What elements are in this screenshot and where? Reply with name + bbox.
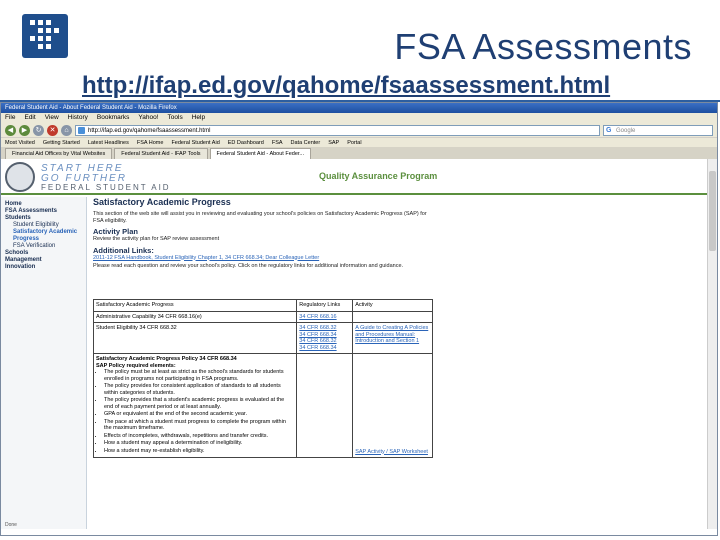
policy-list xyxy=(96,369,294,454)
list-item: • The pace at which a student must progress to complete the program within the maximum timeframe. xyxy=(104,419,294,432)
stop-icon[interactable]: ✕ xyxy=(47,125,58,136)
tab-ifap-tools[interactable]: Federal Student Aid - IFAP Tools xyxy=(114,148,207,159)
tab-strip xyxy=(1,147,717,159)
bookmark-sap[interactable]: SAP xyxy=(328,140,340,146)
window-title: Federal Student Aid - About Federal Student Aid - Mozilla Firefox xyxy=(1,103,717,113)
links-heading: Additional Links: xyxy=(93,245,154,255)
forward-arrow-icon[interactable]: ▶ xyxy=(19,125,30,136)
row-topic: Student Eligibility 34 CFR 668.32 xyxy=(94,323,297,354)
bookmark-ed-dashboard[interactable]: ED Dashboard xyxy=(227,140,264,146)
brand-line-1: START HERE xyxy=(41,163,124,174)
regulatory-links-cell xyxy=(297,323,353,354)
sidebar-item-management[interactable]: Management xyxy=(5,257,42,263)
program-title: Quality Assurance Program xyxy=(319,171,438,181)
list-item: • How a student may appeal a determination of ineligibility. xyxy=(104,440,294,447)
regulatory-link[interactable]: 34 CFR 668.34 xyxy=(299,344,337,351)
status-bar-text: Done xyxy=(5,522,17,528)
list-item: • The policy must be at least as strict as the school's standards for students enrolled in programs not participating in FSA programs. xyxy=(104,369,294,382)
reload-icon[interactable]: ↻ xyxy=(33,125,44,136)
row-activity xyxy=(353,311,433,323)
header-activity: Activity xyxy=(353,300,433,312)
menu-bar xyxy=(1,113,717,123)
search-placeholder: Google xyxy=(616,127,636,134)
browser-window xyxy=(0,102,718,536)
bookmark-data-center[interactable]: Data Center xyxy=(290,140,321,146)
bookmark-most-visited[interactable]: Most Visited xyxy=(5,140,35,146)
page-heading: Satisfactory Academic Progress xyxy=(93,197,231,207)
slide-title: FSA Assessments xyxy=(394,26,692,67)
web-page xyxy=(1,159,707,529)
slide-url-link[interactable]: http://ifap.ed.gov/qahome/fsaassessment.html xyxy=(82,72,611,99)
menu-yahoo[interactable]: Yahoo! xyxy=(138,114,159,121)
policy-activity-link[interactable]: SAP Activity / SAP Worksheet xyxy=(355,448,428,455)
department-seal-icon xyxy=(5,162,35,192)
menu-file[interactable]: File xyxy=(5,114,16,121)
site-banner xyxy=(1,159,707,195)
policy-heading: Satisfactory Academic Progress Policy 34 CFR 668.34 xyxy=(96,356,237,362)
table-row xyxy=(94,311,433,323)
sidebar-item-student-eligibility[interactable]: Student Eligibility xyxy=(13,222,59,228)
intro-text: This section of the web site will assist you in reviewing and evaluating your school's policies on Satisfactory Academic Progress (SAP) for FSA eligibility. xyxy=(93,211,427,224)
bookmark-fsa-home[interactable]: FSA Home xyxy=(136,140,164,146)
table-row xyxy=(94,323,433,354)
brand-line-3: FEDERAL STUDENT AID xyxy=(41,183,171,192)
activity-text: Review the activity plan for SAP review assessment xyxy=(93,236,220,242)
sidebar-item-sap[interactable]: Satisfactory Academic Progress xyxy=(13,229,78,242)
bookmark-latest-headlines[interactable]: Latest Headlines xyxy=(87,140,129,146)
policy-subheading: SAP Policy required elements: xyxy=(96,362,176,369)
header-topic: Satisfactory Academic Progress xyxy=(94,300,297,312)
regulatory-link[interactable]: 34 CFR 668.32 xyxy=(299,338,337,344)
additional-links[interactable]: 2011-12 FSA Handbook, Student Eligibility Chapter 1, 34 CFR 668.34; Dear Colleague Letter xyxy=(93,254,320,261)
search-input[interactable] xyxy=(603,125,713,136)
regulatory-link[interactable]: 34 CFR 668.32 xyxy=(299,325,337,331)
menu-tools[interactable]: Tools xyxy=(167,114,183,121)
sidebar-item-fsa-assessments[interactable]: FSA Assessments xyxy=(5,208,57,214)
home-icon[interactable]: ⌂ xyxy=(61,125,72,136)
regulatory-link[interactable]: 34 CFR 668.34 xyxy=(299,331,337,338)
activity-link[interactable]: A Guide to Creating A Policies and Procedures Manual: Introduction and Section 1 xyxy=(353,323,433,354)
address-text: http://ifap.ed.gov/qahome/fsaassessment.html xyxy=(88,127,211,134)
list-item: • Effects of incompletes, withdrawals, repetitions and transfer credits. xyxy=(104,433,294,440)
policy-activity-cell xyxy=(353,354,433,458)
bookmark-federal-student-aid[interactable]: Federal Student Aid xyxy=(171,140,220,146)
sidebar-item-students[interactable]: Students xyxy=(5,215,31,221)
list-item: • The policy provides that a student's academic progress is evaluated at the end of each payment period or at least annually. xyxy=(104,397,294,410)
slide-logo xyxy=(22,14,68,58)
sidebar-item-fsa-verification[interactable]: FSA Verification xyxy=(13,243,56,249)
site-favicon-icon xyxy=(78,127,85,134)
menu-help[interactable]: Help xyxy=(191,114,206,121)
google-search-icon: G xyxy=(606,126,612,134)
sap-table xyxy=(93,299,433,458)
regulatory-link[interactable]: 34 CFR 668.16 xyxy=(297,311,353,323)
page-scrollbar[interactable] xyxy=(707,159,717,529)
empty-cell xyxy=(297,354,353,458)
list-item: • How a student may re-establish eligibility. xyxy=(104,448,294,455)
navigation-toolbar xyxy=(1,123,717,137)
table-header-row xyxy=(94,300,433,312)
sidebar-item-home[interactable]: Home xyxy=(5,201,22,207)
bookmark-portal[interactable]: Portal xyxy=(347,140,362,146)
main-content xyxy=(93,197,433,272)
menu-edit[interactable]: Edit xyxy=(24,114,36,121)
scrollbar-thumb[interactable] xyxy=(709,171,716,251)
sidebar-item-innovation[interactable]: Innovation xyxy=(5,264,36,270)
tab-financial-aid-offices[interactable]: Financial Aid Offices by Vital Websites xyxy=(5,148,112,159)
activity-heading: Activity Plan xyxy=(93,227,139,236)
list-item: • The policy provides for consistent application of standards to all students within categories of students. xyxy=(104,383,294,396)
list-item: • GPA or equivalent at the end of the second academic year. xyxy=(104,411,294,418)
address-bar[interactable] xyxy=(75,125,600,136)
policy-cell xyxy=(94,354,297,458)
instructions-text: Please read each question and review your school's policy. Click on the regulatory links for additional information and guidance. xyxy=(93,263,404,269)
bookmark-getting-started[interactable]: Getting Started xyxy=(42,140,80,146)
sidebar-item-schools[interactable]: Schools xyxy=(5,250,29,256)
brand-line-2: GO FURTHER xyxy=(41,173,127,184)
menu-bookmarks[interactable]: Bookmarks xyxy=(96,114,130,121)
back-arrow-icon[interactable]: ◀ xyxy=(5,125,16,136)
bookmarks-toolbar xyxy=(1,137,717,147)
site-sidebar xyxy=(1,197,87,529)
tab-about-fsa[interactable]: Federal Student Aid - About Feder... xyxy=(210,148,311,159)
row-topic: Administrative Capability 34 CFR 668.16(e) xyxy=(94,311,297,323)
menu-history[interactable]: History xyxy=(67,114,88,121)
header-regulatory-links: Regulatory Links xyxy=(297,300,353,312)
table-row xyxy=(94,354,433,458)
bookmark-fsa[interactable]: FSA xyxy=(271,140,283,146)
menu-view[interactable]: View xyxy=(44,114,59,121)
